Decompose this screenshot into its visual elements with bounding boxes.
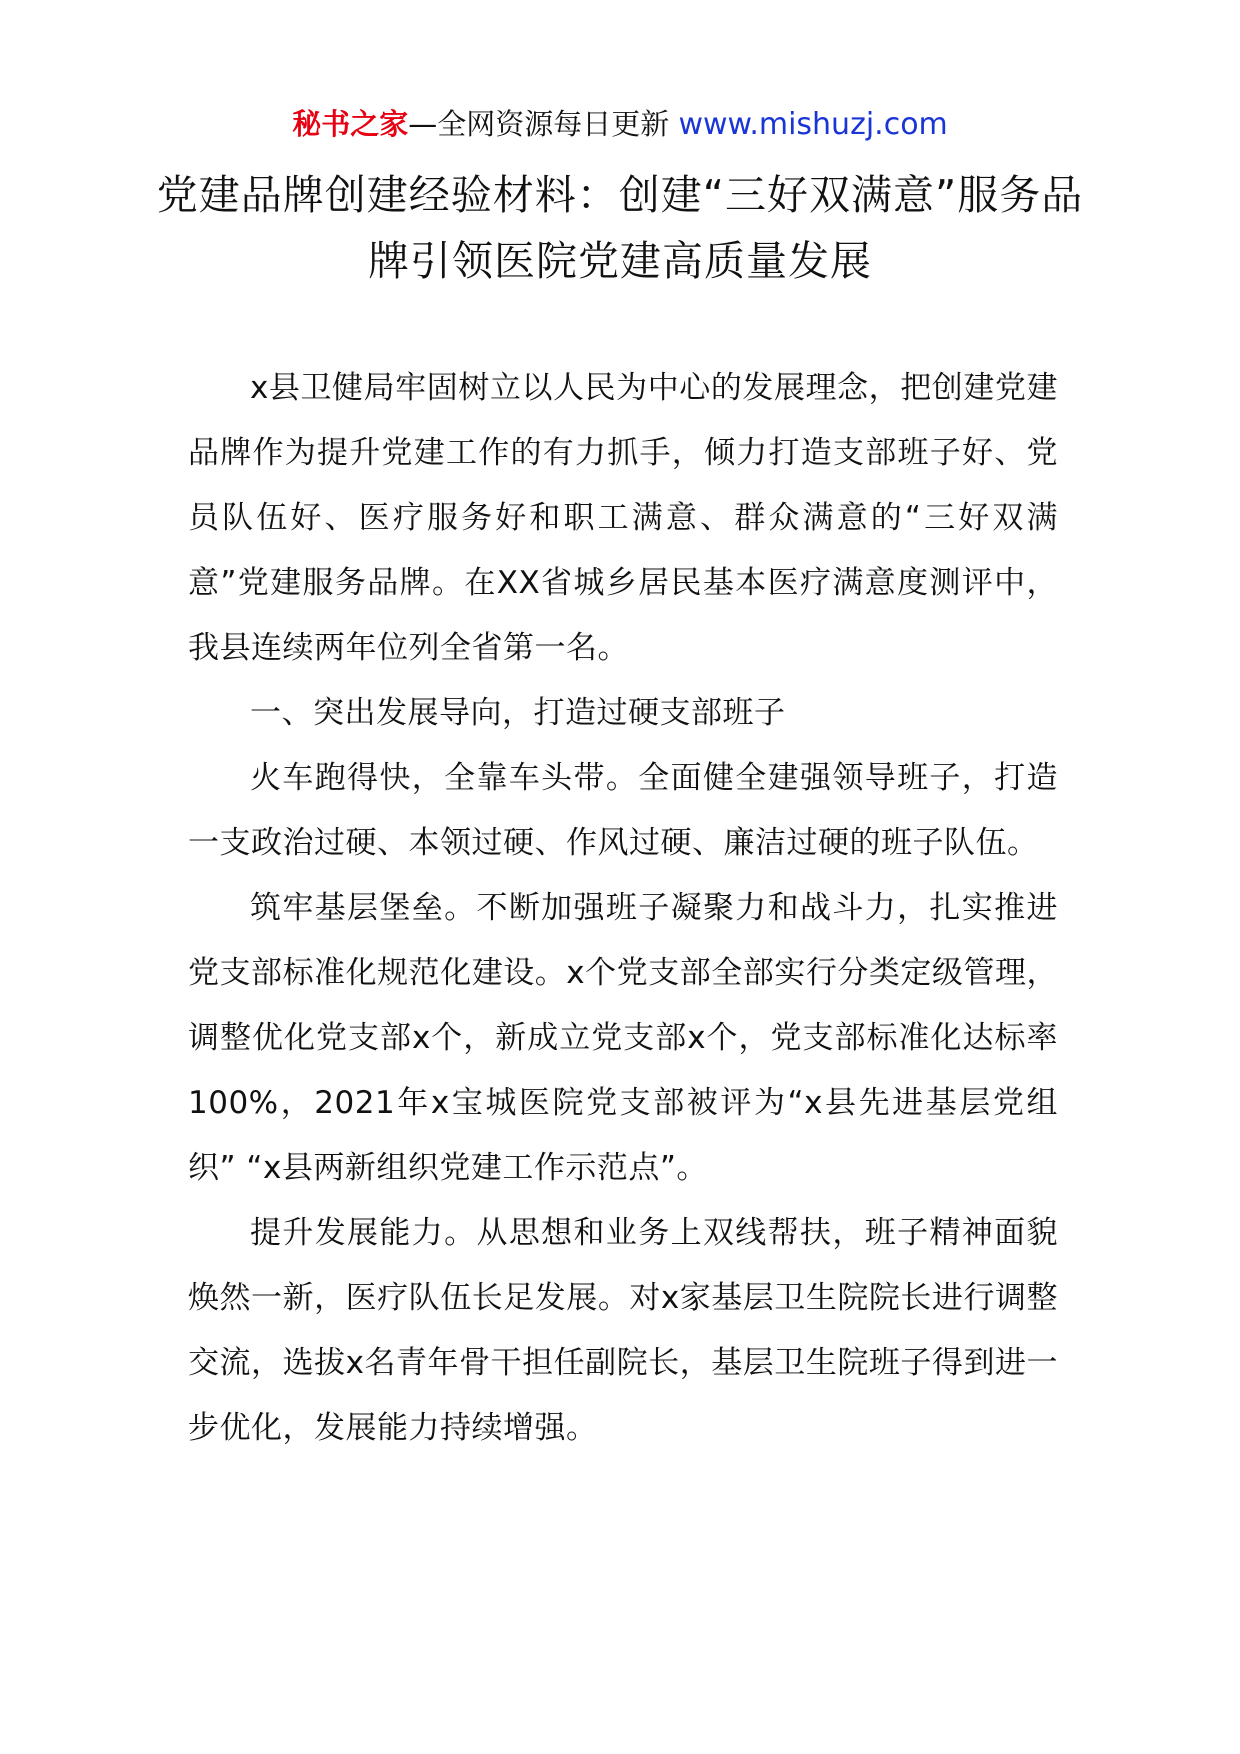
section-heading: 一、突出发展导向，打造过硬支部班子: [250, 695, 786, 731]
brand-name: 秘书之家: [292, 107, 409, 141]
body-paragraph: 火车跑得快，全靠车头带。全面健全建强领导班子，打造一支政治过硬、本领过硬、作风过硬、廉洁过硬的班子队伍。: [188, 760, 1058, 861]
intro-paragraph: x县卫健局牢固树立以人民为中心的发展理念，把创建党建品牌作为提升党建工作的有力抓手，倾力打造支部班子好、党员队伍好、医疗服务好和职工满意、群众满意的“三好双满意”党建服务品牌。在XX省城乡居民基本医疗满意度测评中，我县连续两年位列全省第一名。: [188, 370, 1058, 666]
site-url-link[interactable]: www.mishuzj.com: [678, 107, 948, 142]
site-slogan: —全网资源每日更新: [408, 107, 679, 141]
document-title: 党建品牌创建经验材料：创建“三好双满意”服务品牌引领医院党建高质量发展: [156, 171, 1084, 285]
site-header: [0, 104, 1240, 145]
body-paragraph: 提升发展能力。从思想和业务上双线帮扶，班子精神面貌焕然一新，医疗队伍长足发展。对x家基层卫生院院长进行调整交流，选拔x名青年骨干担任副院长，基层卫生院班子得到进一步优化，发展能力持续增强。: [188, 1215, 1058, 1446]
body-paragraph: 筑牢基层堡垒。不断加强班子凝聚力和战斗力，扎实推进党支部标准化规范化建设。x个党支部全部实行分类定级管理，调整优化党支部x个，新成立党支部x个，党支部标准化达标率100%，2021年x宝城医院党支部被评为“x县先进基层党组织” “x县两新组织党建工作示范点”。: [188, 890, 1058, 1186]
document-body: [188, 356, 1058, 1461]
